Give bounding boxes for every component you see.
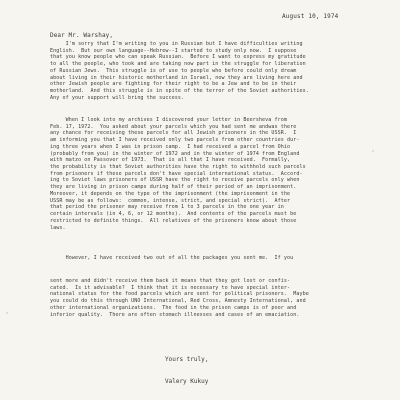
text-line: that period the prisoner may receive from 1 to 3 parcels in the one year in (50, 204, 284, 211)
text-line: you could do this through UNO International, Red Cross, Amnesty International, and (50, 298, 306, 305)
text-line: the probability is that Soviet authorities have the right to withhold such parcels (50, 164, 306, 171)
text-line: with matzo on Passover of 1973. That is all that I have received. Formally, (50, 157, 291, 164)
text-line: English. But our own language--Hebrew--I started to study only now. I suppose (50, 47, 297, 54)
text-line: that you know people who can speak Russian. Before I want to express my gratitude (50, 54, 306, 61)
text-line: USSR may be as follows: common, intense, strict, and special strict). After (50, 197, 291, 204)
text-line: inferior quality. There are often stomach illnesses and cases of an emaciation. (50, 311, 300, 318)
text-line: other Jewish people are fighting for their right to be a Jew and to be in their (50, 81, 297, 88)
text-line: certain intervals (in 4, 6, or 12 months). And contents of the parcels must be (50, 211, 297, 218)
text-line: of Russian Jews. This struggle is of use to people who before could only dream (50, 67, 297, 74)
text-line: restricted to definite things. All relatives of the prisoners know about those (50, 217, 297, 224)
text-line: However, I have received two out of all the packages you sent me. If you (50, 255, 294, 261)
text-line: Any of your support will bring the success. (50, 94, 185, 101)
text-line: When I look into my archives I discovered your letter in Beersheva from (50, 117, 288, 123)
text-line: any chance for receiving these parcels for all Jewish prisoners in the USSR. I (50, 130, 297, 137)
text-line: ing three years when I was in prison camp. I had received a parcel from Ohio (50, 143, 291, 150)
body-paragraph-1 (50, 41, 380, 101)
paper-speck (6, 312, 8, 314)
body-paragraph-4 (50, 278, 380, 318)
text-line: sent more and didn't receive them back it means that they got lost or confis- (50, 278, 291, 284)
letter-date: August 10, 1974 (282, 13, 339, 20)
text-line: about living in their historic motherland in Israel, now they are living here and (50, 74, 303, 81)
text-line: motherland. And this struggle is in spite of the terror of the Soviet authorities. (50, 88, 309, 95)
text-line: ing to Soviet laws prisoners of USSR have the right to receive parcels only when (50, 177, 300, 184)
text-line: they are living in prison camps during half of their period of an imprisonment. (50, 184, 297, 191)
text-line: am informing you that I have received only two parcels from other countries dur- (50, 137, 300, 144)
text-line: Feb. 17, 1972. You asked about your parcels which you had sent me andwas there (50, 123, 297, 130)
closing: Yours truly, (165, 356, 209, 363)
text-line: Moreover, it depends on the type of the imprisonment (the imprisonment in the (50, 190, 291, 197)
text-line: (probably from you) in the winter of 1972 and in the winter of 1974 from England (50, 150, 300, 157)
text-line: from prisoners if these parcels don't have special international status. Accord- (50, 170, 303, 177)
paper-speck (372, 150, 374, 152)
signature-name: Valery Kukuy (165, 378, 209, 385)
text-line: to all the people, who took and are taking now part in the struggle for liberation (50, 61, 306, 68)
text-line: laws. (50, 224, 66, 231)
body-paragraph-2 (50, 117, 380, 231)
text-line: I'm sorry that I'm writing to you in Russian but I have difficulties writing (50, 41, 303, 47)
text-line: cated. Is it advisable? I think that it is necessary to have special inter- (50, 284, 291, 291)
body-paragraph-3 (50, 255, 380, 262)
text-line: national status for the food parcels which are sent for political prisoners. Maybe (50, 291, 309, 298)
text-line: other international organizations. The food in the prison camps is of poor and (50, 304, 297, 311)
salutation: Dear Mr. Warshay, (50, 32, 114, 39)
